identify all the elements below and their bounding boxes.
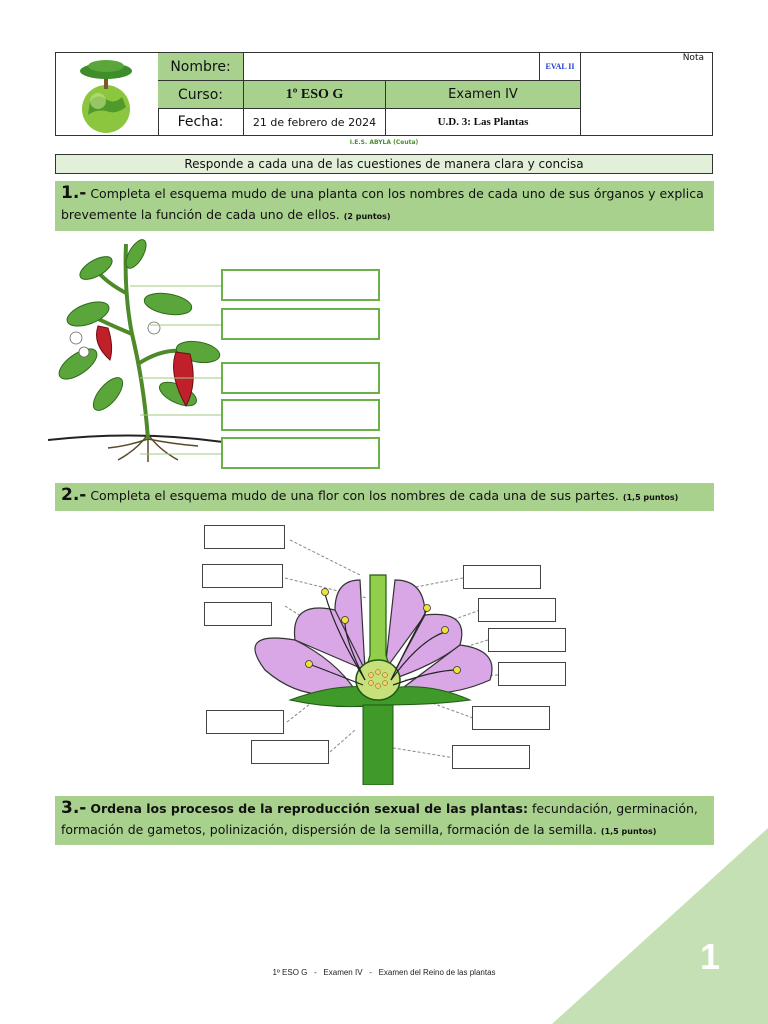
school-logo <box>56 53 159 135</box>
question-1-points: (2 puntos) <box>343 212 391 221</box>
eval-label: EVAL II <box>545 62 575 71</box>
flower-answer-box[interactable] <box>204 602 272 626</box>
exam-name <box>386 81 581 109</box>
question-1-text: Completa el esquema mudo de una planta con los nombres de cada uno de sus órganos y explica brevemente la función de cada uno de ellos. <box>61 186 704 222</box>
fecha-value <box>244 109 386 135</box>
flower-answer-box[interactable] <box>478 598 556 622</box>
footer-separator: - <box>314 968 317 977</box>
question-2-number: 2.- <box>61 485 87 505</box>
footer-exam: Examen IV <box>323 968 363 977</box>
plant-answer-box[interactable] <box>221 399 380 431</box>
exam-name-text: Examen IV <box>448 87 518 102</box>
question-3-text-bold: Ordena los procesos de la reproducción sexual de las plantas: <box>90 801 528 816</box>
unit-label <box>386 109 581 135</box>
unit-label-text: U.D. 3: Las Plantas <box>437 116 529 128</box>
question-2 <box>55 483 714 511</box>
plant-answer-box[interactable] <box>221 269 380 301</box>
question-1-number: 1.- <box>61 183 87 203</box>
flower-answer-box[interactable] <box>251 740 329 764</box>
plant-answer-box[interactable] <box>221 437 380 469</box>
question-3-text: fecundación, germinación, formación de gametos, polinización, dispersión de la semilla, formación de la semilla. <box>61 801 698 837</box>
flower-peduncle <box>363 705 393 785</box>
flower-answer-box[interactable] <box>488 628 566 652</box>
plant-answer-box[interactable] <box>221 362 380 394</box>
nota-label: Nota <box>682 53 704 63</box>
page-corner-decoration <box>552 828 768 1024</box>
nombre-label-text: Nombre: <box>170 58 231 75</box>
flower-answer-box[interactable] <box>498 662 566 686</box>
question-2-points: (1,5 puntos) <box>622 493 679 502</box>
flower-answer-box[interactable] <box>472 706 550 730</box>
fecha-value-text: 21 de febrero de 2024 <box>252 115 377 129</box>
flower-answer-box[interactable] <box>463 565 541 589</box>
flower-answer-box[interactable] <box>202 564 283 588</box>
nota-cell[interactable] <box>581 53 712 135</box>
flower-answer-box[interactable] <box>204 525 285 549</box>
nombre-label <box>158 53 244 81</box>
school-name: I.E.S. ABYLA (Ceuta) <box>349 139 419 146</box>
header-table <box>55 52 713 136</box>
footer-separator: - <box>369 968 372 977</box>
fecha-label-text: Fecha: <box>177 114 224 130</box>
footer-course: 1º ESO G <box>272 968 308 977</box>
page-number: 1 <box>700 936 721 977</box>
question-1 <box>55 181 714 231</box>
fecha-label <box>158 109 244 135</box>
plant-leader-lines <box>130 280 225 460</box>
question-3-number: 3.- <box>61 798 87 818</box>
question-2-text: Completa el esquema mudo de una flor con los nombres de cada una de sus partes. <box>90 488 619 503</box>
globe-tree-icon <box>56 53 158 135</box>
curso-label-text: Curso: <box>178 86 223 103</box>
curso-value <box>244 81 386 109</box>
eval-cell <box>540 53 581 81</box>
flower-ovary <box>356 660 400 700</box>
instructions-banner: Responde a cada una de las cuestiones de manera clara y concisa <box>55 154 713 174</box>
flower-answer-box[interactable] <box>452 745 530 769</box>
page-footer <box>0 968 768 977</box>
flower-answer-box[interactable] <box>206 710 284 734</box>
curso-label <box>158 81 244 109</box>
question-3-points: (1,5 puntos) <box>600 827 657 836</box>
footer-title: Examen del Reino de las plantas <box>378 968 496 977</box>
plant-answer-box[interactable] <box>221 308 380 340</box>
curso-value-text: 1º ESO G <box>285 86 344 102</box>
nombre-field[interactable] <box>244 53 540 81</box>
